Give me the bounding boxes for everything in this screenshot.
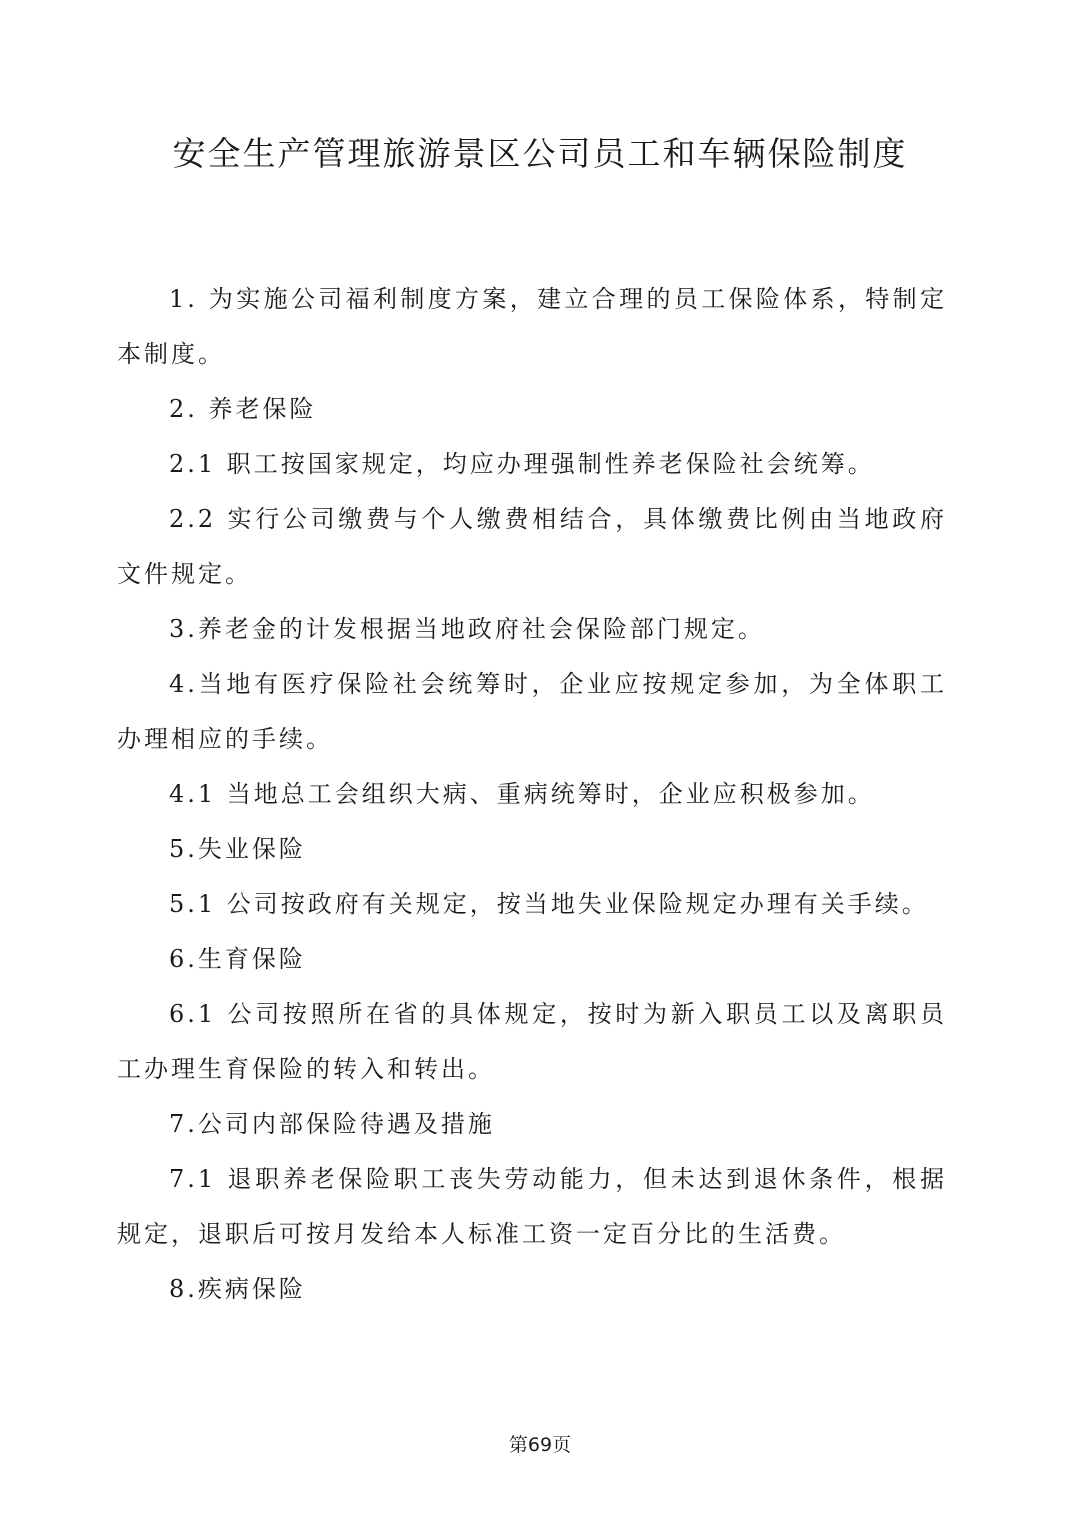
document-title: 安全生产管理旅游景区公司员工和车辆保险制度 — [172, 134, 908, 173]
paragraph-7-1: 7.1 退职养老保险职工丧失劳动能力，但未达到退休条件，根据规定，退职后可按月发给本人标准工资一定百分比的生活费。 — [117, 1165, 947, 1248]
paragraph-2-1: 2.1 职工按国家规定，均应办理强制性养老保险社会统筹。 — [169, 450, 875, 478]
paragraph-6-1: 6.1 公司按照所在省的具体规定，按时为新入职员工以及离职员工办理生育保险的转入和转出。 — [117, 1000, 947, 1083]
paragraph-5: 5.失业保险 — [169, 835, 306, 863]
paragraph-4: 4.当地有医疗保险社会统筹时，企业应按规定参加，为全体职工办理相应的手续。 — [117, 670, 947, 753]
paragraph-2-2: 2.2 实行公司缴费与个人缴费相结合，具体缴费比例由当地政府文件规定。 — [117, 505, 947, 588]
paragraph-6: 6.生育保险 — [169, 945, 306, 973]
paragraph-7: 7.公司内部保险待遇及措施 — [169, 1110, 495, 1138]
page-number: 第69页 — [508, 1434, 572, 1456]
document-body — [117, 272, 947, 1317]
paragraph-5-1: 5.1 公司按政府有关规定，按当地失业保险规定办理有关手续。 — [169, 890, 929, 918]
paragraph-4-1: 4.1 当地总工会组织大病、重病统筹时，企业应积极参加。 — [169, 780, 875, 808]
paragraph-3: 3.养老金的计发根据当地政府社会保险部门规定。 — [169, 615, 765, 643]
paragraph-8: 8.疾病保险 — [169, 1275, 306, 1303]
paragraph-1: 1. 为实施公司福利制度方案，建立合理的员工保险体系，特制定本制度。 — [117, 285, 947, 368]
paragraph-2: 2. 养老保险 — [169, 395, 317, 423]
